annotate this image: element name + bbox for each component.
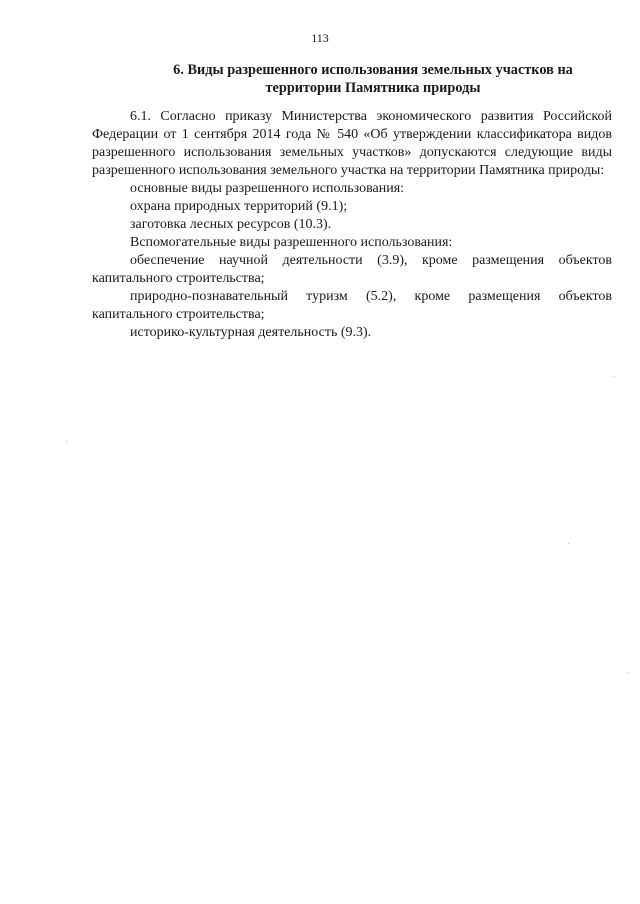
section-heading-line-1: 6. Виды разрешенного использования земельных участков на: [173, 62, 573, 78]
paragraph-aux-use-3: историко-культурная деятельность (9.3).: [130, 325, 372, 340]
body-text: [92, 108, 612, 342]
paragraph-aux-uses-label: Вспомогательные виды разрешенного использования:: [130, 235, 453, 250]
scan-speck: [66, 441, 67, 442]
section-heading-line-2: территории Памятника природы: [265, 80, 481, 96]
paragraph-aux-use-1: обеспечение научной деятельности (3.9), кроме размещения объектов капитального строительства;: [92, 253, 612, 286]
paragraph-main-uses-label: основные виды разрешенного использования:: [130, 181, 405, 196]
paragraph-intro: 6.1. Согласно приказу Министерства экономического развития Российской Федерации от 1 сентября 2014 года № 540 «Об утверждении классификатора видов разрешенного использования земельных участков» допускаются следующие виды разрешенного использования земельного участка на территории Памятника природы:: [92, 109, 612, 178]
section-heading: [150, 61, 596, 97]
paragraph-main-use-2: заготовка лесных ресурсов (10.3).: [130, 217, 332, 232]
page-number: 113: [311, 31, 329, 45]
paragraph-main-use-1: охрана природных территорий (9.1);: [130, 199, 348, 214]
scan-speck: [568, 543, 569, 544]
scan-speck: [627, 672, 628, 673]
scan-speck: [614, 376, 615, 377]
paragraph-aux-use-2: природно-познавательный туризм (5.2), кроме размещения объектов капитального строительства;: [92, 289, 612, 322]
